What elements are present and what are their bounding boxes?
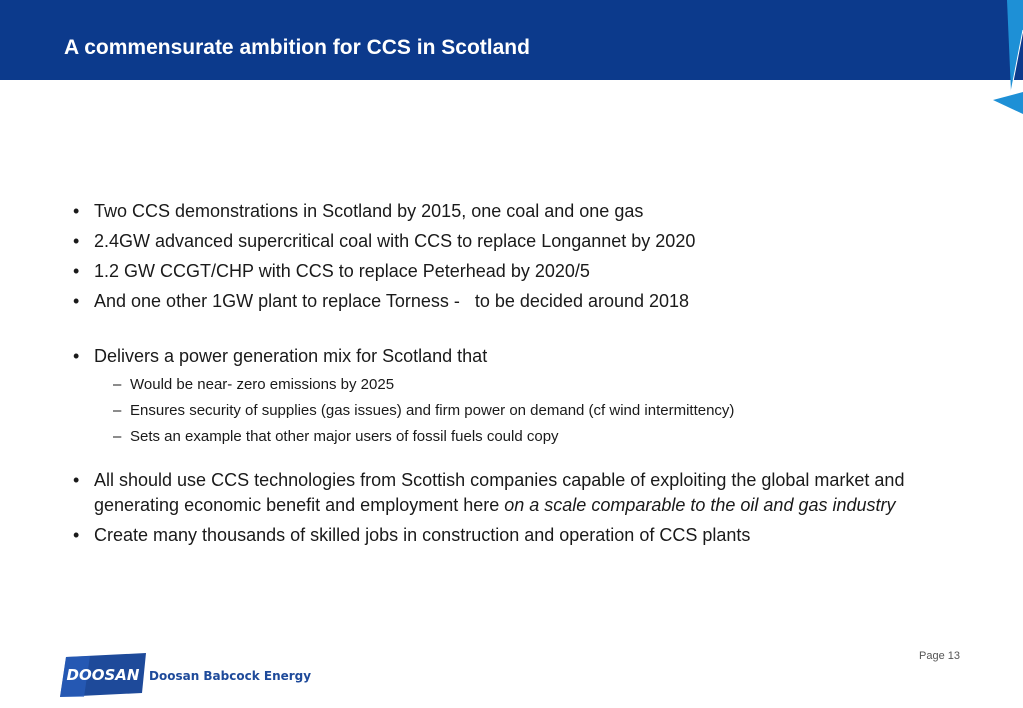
bullet-text: 1.2 GW CCGT/CHP with CCS to replace Peterhead by 2020/5: [94, 261, 590, 281]
slide-title: A commensurate ambition for CCS in Scotland: [64, 36, 530, 59]
page-number: Page 13: [919, 650, 960, 662]
bullet-marker: •: [73, 470, 80, 490]
bullet-text: Delivers a power generation mix for Scotland that: [94, 346, 488, 366]
bullet-marker: •: [73, 525, 80, 545]
sub-bullet-text: Ensures security of supplies (gas issues) and firm power on demand (cf wind intermittency): [130, 402, 735, 419]
bullet-item: [73, 523, 953, 548]
bullet-marker: •: [73, 231, 80, 251]
bullet-marker: •: [73, 291, 80, 311]
bullet-marker: •: [73, 261, 80, 281]
bullet-item: [73, 289, 953, 314]
sub-bullet-item: [73, 374, 953, 395]
bullet-text: All should use CCS technologies from Scottish companies capable of exploiting the global market and generating economic benefit and employment here: [94, 470, 905, 515]
sub-bullet-marker: –: [113, 376, 122, 393]
bullet-marker: •: [73, 346, 80, 366]
company-name: Doosan Babcock Energy: [149, 669, 312, 683]
bullet-item: [73, 229, 953, 254]
sub-bullet-text: Would be near- zero emissions by 2025: [130, 376, 395, 393]
spacer: [73, 319, 953, 344]
bullet-text-emphasis: on a scale comparable to the oil and gas industry: [504, 495, 896, 515]
spacer: [73, 452, 953, 468]
sub-bullet-item: [73, 400, 953, 421]
sub-bullet-item: [73, 426, 953, 447]
bullet-text: Two CCS demonstrations in Scotland by 2015, one coal and one gas: [94, 201, 644, 221]
bullet-item: [73, 468, 953, 518]
sub-bullet-marker: –: [113, 402, 122, 419]
sub-bullet-marker: –: [113, 428, 122, 445]
logo-wordmark: DOOSAN: [66, 666, 140, 684]
bullet-text: And one other 1GW plant to replace Torness - to be decided around 2018: [94, 291, 690, 311]
bullet-text: 2.4GW advanced supercritical coal with CCS to replace Longannet by 2020: [94, 231, 696, 251]
sub-bullet-text: Sets an example that other major users of fossil fuels could copy: [130, 428, 559, 445]
bullet-text: Create many thousands of skilled jobs in construction and operation of CCS plants: [94, 525, 751, 545]
bullet-item: [73, 259, 953, 284]
bullet-item: [73, 344, 953, 369]
slide-body: [73, 199, 953, 553]
bullet-marker: •: [73, 201, 80, 221]
corner-accent-graphic: [985, 0, 1023, 120]
bullet-item: [73, 199, 953, 224]
